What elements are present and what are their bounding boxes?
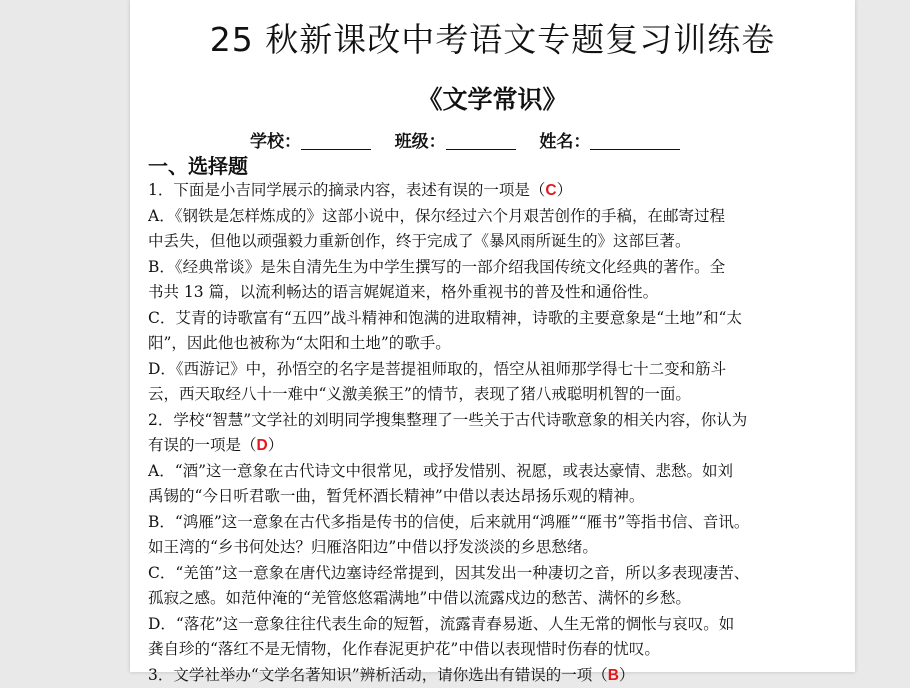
- document-page: [130, 0, 855, 672]
- q1-option-a-cont: 中丢失，但他以顽强毅力重新创作，终于完成了《暴风雨所诞生的》这部巨著。: [148, 229, 838, 255]
- q1-option-b-cont: 书共 13 篇，以流利畅达的语言娓娓道来，格外重视书的普及性和通俗性。: [148, 280, 838, 306]
- name-blank[interactable]: [590, 132, 680, 150]
- student-info-line: [250, 127, 720, 152]
- q2-option-b: B．“鸿雁”这一意象在古代多指是传书的信使，后来就用“鸿雁”“雁书”等指书信、音讯。: [148, 510, 838, 536]
- q2-option-b-cont: 如王湾的“乡书何处达？归雁洛阳边”中借以抒发淡淡的乡思愁绪。: [148, 535, 838, 561]
- q3-stem: [148, 663, 838, 688]
- q2-option-a: A．“酒”这一意象在古代诗文中很常见，或抒发惜别、祝愿，或表达豪情、悲愁。如刘: [148, 459, 838, 485]
- q1-close: ）: [557, 181, 573, 199]
- document-title: 25 秋新课改中考语文专题复习训练卷: [130, 14, 855, 61]
- q2-option-c-cont: 孤寂之感。如范仲淹的“羌管悠悠霜满地”中借以流露戍边的愁苦、满怀的乡愁。: [148, 586, 838, 612]
- q1-answer: C: [545, 182, 556, 199]
- document-subtitle: 《文学常识》: [130, 80, 855, 116]
- q2-stem: 2．学校“智慧”文学社的刘明同学搜集整理了一些关于古代诗歌意象的相关内容，你认为: [148, 408, 838, 434]
- q1-option-b: B．《经典常谈》是朱自清先生为中学生撰写的一部介绍我国传统文化经典的著作。全: [148, 255, 838, 281]
- name-label: 姓名：: [539, 132, 590, 152]
- q3-close: ）: [619, 666, 635, 684]
- school-blank[interactable]: [301, 132, 371, 150]
- q2-option-a-cont: 禹锡的“今日听君歌一曲，暂凭杯酒长精神”中借以表达昂扬乐观的精神。: [148, 484, 838, 510]
- q3-answer: B: [608, 667, 619, 684]
- q1-stem-text: 1．下面是小吉同学展示的摘录内容，表述有误的一项是（: [148, 181, 545, 199]
- section-heading: 一、选择题: [148, 150, 248, 179]
- class-blank[interactable]: [446, 132, 516, 150]
- q1-option-c: C．艾青的诗歌富有“五四”战斗精神和饱满的进取精神，诗歌的主要意象是“土地”和“太: [148, 306, 838, 332]
- q2-option-d: D．“落花”这一意象往往代表生命的短暂，流露青春易逝、人生无常的惆怅与哀叹。如: [148, 612, 838, 638]
- q2-stem-text: 有误的一项是（: [148, 436, 257, 454]
- q3-stem-text: 3．文学社举办“文学名著知识”辨析活动，请你选出有错误的一项（: [148, 666, 608, 684]
- question-body: [148, 178, 838, 688]
- class-label: 班级：: [395, 132, 446, 152]
- q2-stem-cont: [148, 433, 838, 459]
- q1-option-d-cont: 云，西天取经八十一难中“义激美猴王”的情节，表现了猪八戒聪明机智的一面。: [148, 382, 838, 408]
- q2-close: ）: [268, 436, 284, 454]
- school-label: 学校：: [250, 132, 301, 152]
- q1-option-d: D．《西游记》中，孙悟空的名字是菩提祖师取的，悟空从祖师那学得七十二变和筋斗: [148, 357, 838, 383]
- q2-option-c: C．“羌笛”这一意象在唐代边塞诗经常提到，因其发出一种凄切之音，所以多表现凄苦、: [148, 561, 838, 587]
- q2-answer: D: [257, 437, 268, 454]
- q2-option-d-cont: 龚自珍的“落红不是无情物，化作春泥更护花”中借以表现惜时伤春的忧叹。: [148, 637, 838, 663]
- q1-option-c-cont: 阳”，因此他也被称为“太阳和土地”的歌手。: [148, 331, 838, 357]
- q1-option-a: A．《钢铁是怎样炼成的》这部小说中，保尔经过六个月艰苦创作的手稿，在邮寄过程: [148, 204, 838, 230]
- q1-stem: [148, 178, 838, 204]
